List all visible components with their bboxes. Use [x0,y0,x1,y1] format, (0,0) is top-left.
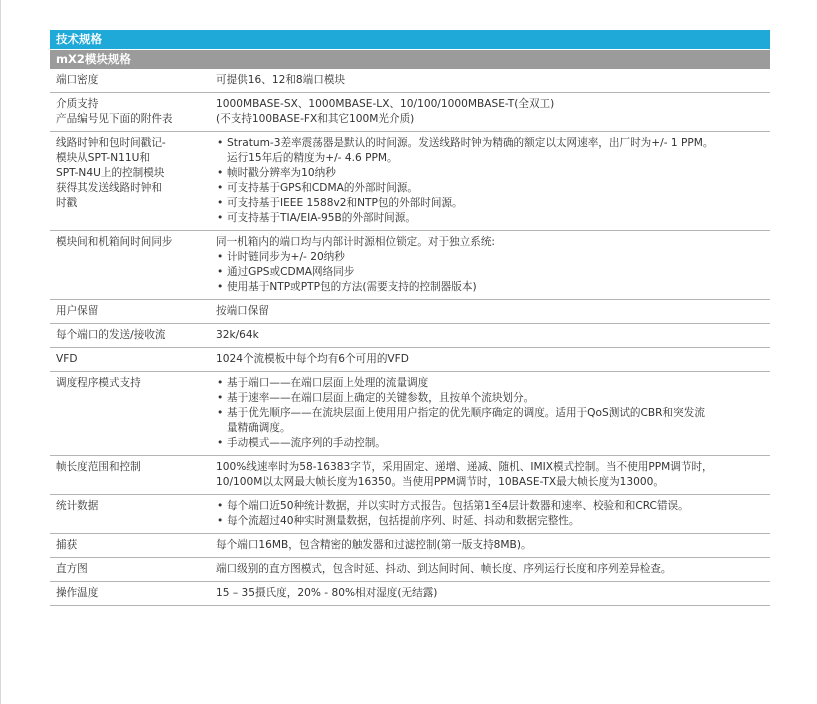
row-label [50,582,210,605]
row-label-line: VFD [56,353,78,365]
row-value [210,372,770,455]
table-row [50,582,770,606]
row-label [50,300,210,323]
bullet-item [216,166,764,181]
bullet-item [216,436,764,451]
row-value-line: 10/100M以太网最大帧长度为16350。当使用PPM调节时，10BASE-TX最大帧长度为13000。 [216,476,664,488]
table-row [50,324,770,348]
bullet-text: • 计时链同步为+/- 20纳秒 [227,251,345,263]
table-row [50,300,770,324]
bullet-item [216,499,764,514]
bullet-text: • 可支持基于IEEE 1588v2和NTP包的外部时间源。 [227,197,463,209]
row-value-line: 端口级别的直方图模式，包含时延、抖动、到达间时间、帧长度、序列运行长度和序列差异检查。 [216,563,672,575]
row-label-line: 时戳 [56,197,78,209]
bullet-text: • 基于优先顺序——在流块层面上使用用户指定的优先顺序确定的调度。适用于QoS测试的CBR和突发流 [227,407,705,419]
bullet-text: • 基于速率——在端口层面上确定的关键参数，且按单个流块划分。 [227,392,535,404]
table-row [50,132,770,231]
bullet-item [216,265,764,280]
row-value [210,582,770,605]
row-label [50,324,210,347]
row-label-line: 捕获 [56,539,78,551]
row-label [50,69,210,92]
row-value-line: 1024个流模板中每个均有6个可用的VFD [216,353,409,365]
bullet-text: • 可支持基于GPS和CDMA的外部时间源。 [227,182,418,194]
bullet-text: 量精确调度。 [227,422,291,434]
bullet-item [216,514,764,529]
row-value [210,495,770,533]
bullet-item [216,196,764,211]
row-value [210,69,770,92]
bullet-text: • 每个流超过40种实时测量数据，包括提前序列、时延、抖动和数据完整性。 [227,515,580,527]
row-label-line: 介质支持 [56,98,99,110]
row-value [210,456,770,494]
bullet-item [216,136,764,166]
table-row [50,348,770,372]
bullet-item [216,280,764,295]
row-label-line: SPT-N4U上的控制模块 [56,167,165,179]
row-value [210,348,770,371]
bullet-text: • 每个端口近50种统计数据，并以实时方式报告。包括第1至4层计数器和速率、校验和和CRC错误。 [227,500,689,512]
row-label-line: 统计数据 [56,500,99,512]
table-row [50,558,770,582]
row-label [50,231,210,299]
row-value [210,231,770,299]
row-label-line: 产品编号见下面的附件表 [56,113,173,125]
bullet-text: • Stratum-3差率震荡器是默认的时间源。发送线路时钟为精确的额定以太网速率，出厂时为+/- 1 PPM。 [227,137,714,149]
row-label-line: 模块从SPT-N11U和 [56,152,150,164]
bullet-text: • 基于端口——在端口层面上处理的流量调度 [227,377,429,389]
row-value-line: 可提供16、12和8端口模块 [216,74,346,86]
row-label-line: 每个端口的发送/接收流 [56,329,166,341]
table-row [50,456,770,495]
row-label-line: 直方图 [56,563,88,575]
row-value-line: 1000MBASE-SX、1000MBASE-LX、10/100/1000MBASE-T(全双工) [216,98,555,110]
bullet-list [216,376,764,451]
bullet-text: • 手动模式——流序列的手动控制。 [227,437,386,449]
table-row [50,231,770,300]
bullet-text: 运行15年后的精度为+/- 4.6 PPM。 [227,152,398,164]
bullet-list [216,250,764,295]
row-value-line: 15 – 35摄氏度，20% - 80%相对湿度(无结露) [216,587,438,599]
row-label-line: 帧长度范围和控制 [56,461,141,473]
row-value [210,534,770,557]
row-label-line: 端口密度 [56,74,99,86]
row-label [50,93,210,131]
bullet-item [216,406,764,436]
bullet-item [216,211,764,226]
bullet-item [216,181,764,196]
bullet-text: • 使用基于NTP或PTP包的方法(需要支持的控制器版本) [227,281,477,293]
table-row [50,534,770,558]
bullet-text: • 帧时戳分辨率为10纳秒 [227,167,336,179]
row-value-line: 同一机箱内的端口均与内部计时源相位锁定。对于独立系统: [216,236,496,248]
table-row [50,495,770,534]
bullet-list [216,136,764,226]
row-value [210,132,770,230]
section-title: 技术规格 [50,30,770,50]
row-value-line: 按端口保留 [216,305,269,317]
spec-rows [50,69,770,606]
row-value [210,324,770,347]
row-label-line: 模块间和机箱间时间同步 [56,236,173,248]
row-value [210,300,770,323]
row-label-line: 线路时钟和包时间戳记- [56,137,166,149]
spec-table [50,30,770,606]
bullet-text: • 可支持基于TIA/EIA-95B的外部时间源。 [227,212,416,224]
row-value-line: (不支持100BASE-FX和其它100M光介质) [216,113,415,125]
row-label-line: 操作温度 [56,587,99,599]
bullet-text: • 通过GPS或CDMA网络同步 [227,266,355,278]
row-label [50,534,210,557]
table-row [50,93,770,132]
row-label-line: 调度程序模式支持 [56,377,141,389]
row-label-line: 用户保留 [56,305,99,317]
table-row [50,69,770,93]
row-value-line: 每个端口16MB，包含精密的触发器和过滤控制(第一版支持8MB)。 [216,539,532,551]
row-label [50,372,210,455]
section-subtitle: mX2模块规格 [50,50,770,69]
row-value-line: 100%线速率时为58-16383字节，采用固定、递增、递减、随机、IMIX模式控制。当不使用PPM调节时， [216,461,713,473]
table-row [50,372,770,456]
row-label [50,132,210,230]
bullet-item [216,391,764,406]
bullet-list [216,499,764,529]
row-label [50,348,210,371]
bullet-item [216,376,764,391]
row-value [210,558,770,581]
bullet-item [216,250,764,265]
row-value [210,93,770,131]
page-left-border [0,0,1,704]
row-value-line: 32k/64k [216,329,259,341]
row-label [50,456,210,494]
row-label [50,495,210,533]
row-label-line: 获得其发送线路时钟和 [56,182,162,194]
row-label [50,558,210,581]
